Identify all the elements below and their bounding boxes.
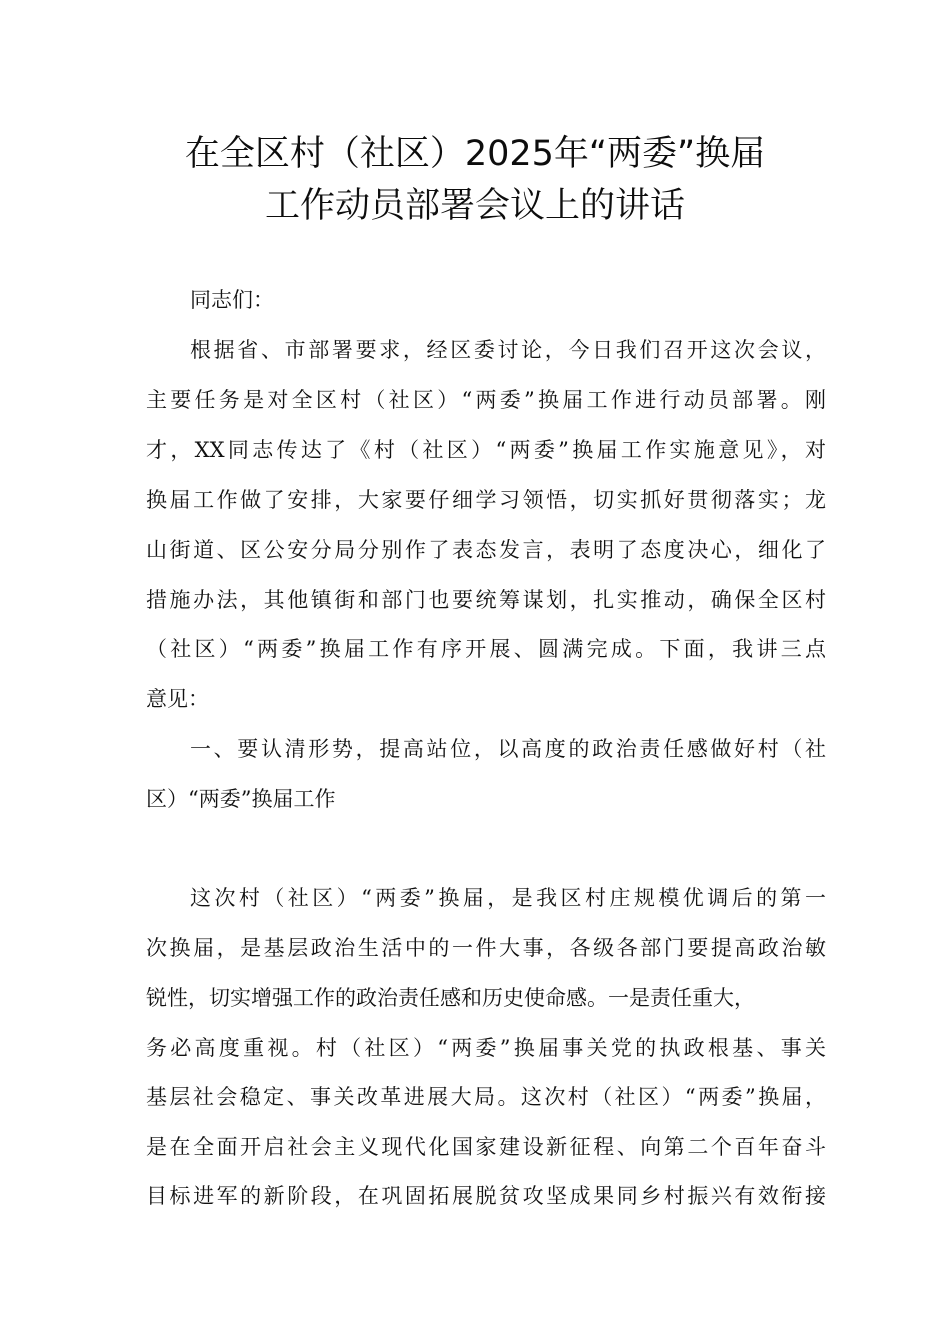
document-title-line-1: 在全区村（社区）2025年“两委”换届 (184, 134, 766, 174)
paragraph-2-line: 锐性，切实增强工作的政治责任感和历史使命感。一是责任重大， (146, 986, 755, 1010)
paragraph-2-line: 次换届，是基层政治生活中的一件大事，各级各部门要提高政治敏 (146, 936, 826, 960)
paragraph-2-line: 这次村（社区）“两委”换届，是我区村庄规模优调后的第一 (190, 886, 826, 910)
paragraph-1-line: （社区）“两委”换届工作有序开展、圆满完成。下面，我讲三点 (146, 637, 826, 661)
paragraph-2-line: 基层社会稳定、事关改革进展大局。这次村（社区）“两委”换届， (146, 1085, 826, 1109)
paragraph-1-line: 换届工作做了安排，大家要仔细学习领悟，切实抓好贯彻落实；龙 (146, 488, 826, 512)
paragraph-2-line: 是在全面开启社会主义现代化国家建设新征程、向第二个百年奋斗 (146, 1135, 826, 1159)
paragraph-2-line: 目标进军的新阶段，在巩固拓展脱贫攻坚成果同乡村振兴有效衔接 (146, 1184, 826, 1208)
paragraph-1-line: 山街道、区公安分局分别作了表态发言，表明了态度决心，细化了 (146, 538, 826, 562)
section-heading-1-line: 一、要认清形势，提高站位，以高度的政治责任感做好村（社 (190, 737, 826, 761)
document-title-line-2: 工作动员部署会议上的讲话 (264, 186, 685, 226)
paragraph-2-line: 务必高度重视。村（社区）“两委”换届事关党的执政根基、事关 (146, 1036, 826, 1060)
paragraph-1-line: 根据省、市部署要求，经区委讨论，今日我们召开这次会议， (190, 338, 826, 362)
paragraph-1-line: 才，XX同志传达了《村（社区）“两委”换届工作实施意见》，对 (146, 438, 826, 462)
paragraph-1-line: 主要任务是对全区村（社区）“两委”换届工作进行动员部署。刚 (146, 388, 826, 412)
section-heading-1-line: 区）“两委”换届工作 (146, 787, 336, 811)
salutation: 同志们： (190, 288, 274, 312)
paragraph-1-line: 意见： (146, 687, 209, 711)
paragraph-1-line: 措施办法，其他镇街和部门也要统筹谋划，扎实推动，确保全区村 (146, 588, 826, 612)
